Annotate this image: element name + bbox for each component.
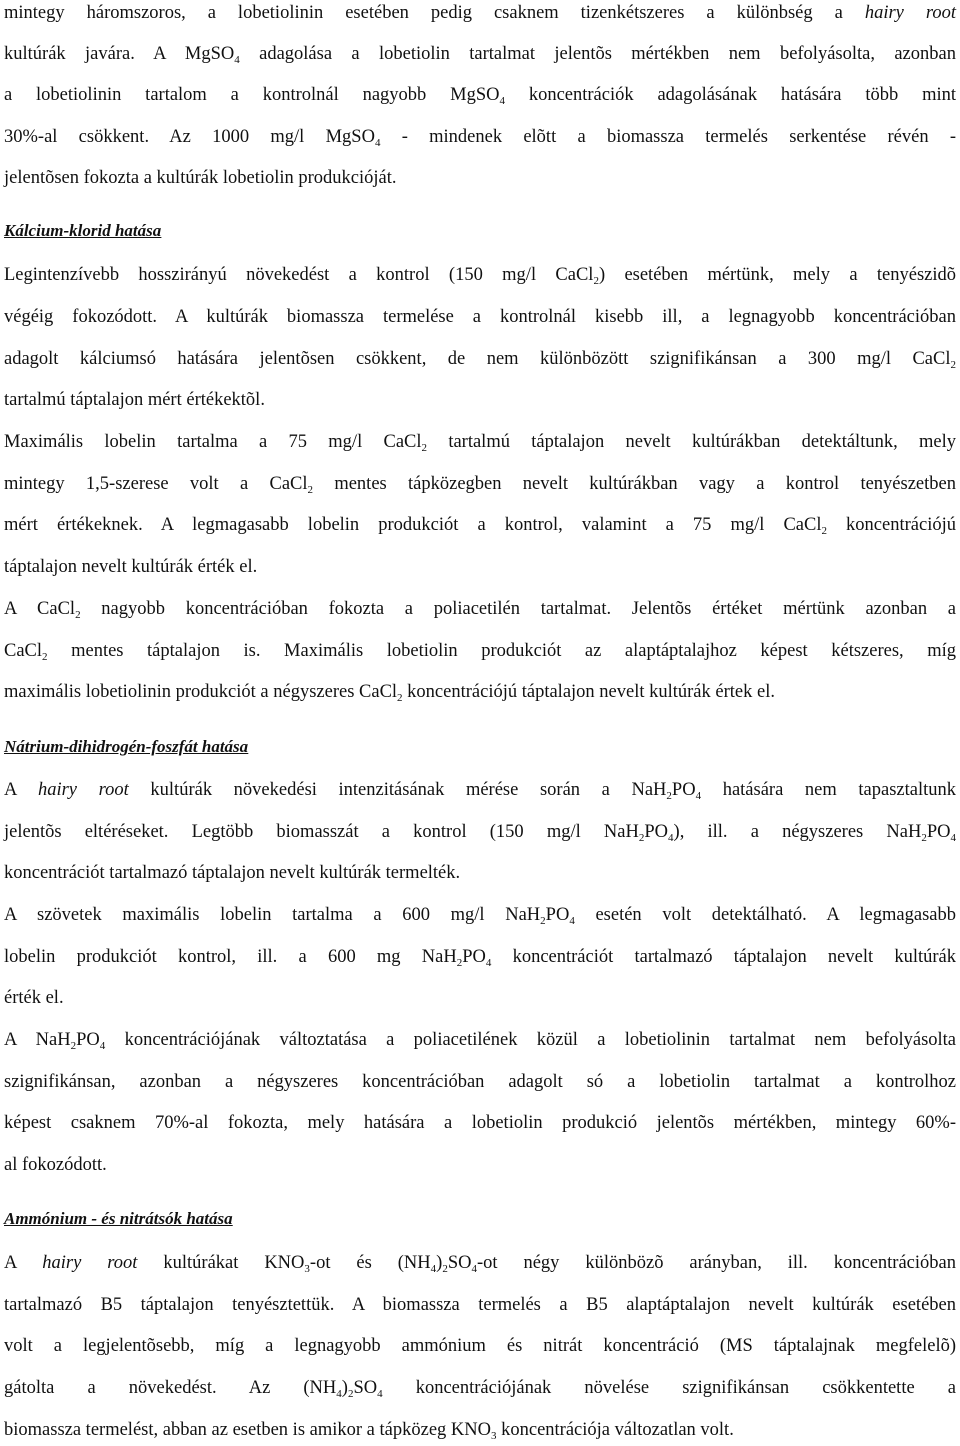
subscript: 2 [593,275,599,287]
text-run: Kálcium-klorid hatása [4,221,162,240]
text-run: A szövetek maximális lobelin tartalma a 600 mg/l NaH [4,905,541,925]
text-line [4,1419,956,1441]
text-run: volt a legjelentõsebb, míg a legnagyobb ammónium és nitrát koncentráció (MS táptalajnak megfelelõ) [4,1336,956,1356]
text-run: SO [353,1378,378,1398]
text-run: Ammónium - és nitrátsók hatása [4,1209,233,1228]
text-run: koncentrációjú táptalajon nevelt kultúrák értek el. [402,682,775,702]
subscript: 4 [950,832,956,844]
text-line [4,306,956,328]
text-run: jelentõs eltéréseket. Legtöbb biomasszát a kontrol (150 mg/l NaH [4,822,639,842]
heading-text [4,1209,233,1228]
text-line [4,126,956,148]
italic-text: hairy root [864,3,956,23]
text-run: nagyobb koncentrációban fokozta a poliacetilén tartalmat. Jelentõs értéket mértünk azonban a [80,599,956,619]
text-run: koncentrációjának változtatása a poliacetilének közül a lobetiolinin tartalmat nem befolyásolta [105,1030,957,1050]
text-run: Maximális lobelin tartalma a 75 mg/l CaCl [4,432,422,452]
text-run: adagolása a lobetiolin tartalmat jelentõs mértékben nem befolyásolta, azonban [239,44,956,64]
text-run: koncentrációt tartalmazó táptalajon nevelt kultúrák [491,947,956,967]
text-line [4,1029,956,1051]
heading-text [4,737,248,756]
subscript: 2 [456,957,463,969]
subscript: 4 [485,957,492,969]
text-run: maximális lobetiolinin produkciót a négyszeres CaCl [4,682,398,702]
subscript: 2 [950,359,956,371]
text-line [4,2,956,24]
subscript: 3 [491,1430,497,1442]
section-heading [4,736,956,758]
text-line [4,431,956,453]
text-run: koncentrációja változatlan volt. [496,1420,734,1440]
text-run: mintegy háromszoros, a lobetiolinin esetében pedig csaknem tizenkétszeres a különbség a [4,3,865,23]
text-line [4,167,956,189]
text-run: PO [462,947,486,967]
text-run: PO [671,780,696,800]
text-line [4,904,956,926]
text-run: A CaCl [4,599,76,619]
text-line [4,1377,956,1399]
subscript: 4 [374,137,381,149]
text-run: képest csaknem 70%-al fokozta, mely hatására a lobetiolin produkció jelentõs mértékben, mintegy 60%- [4,1113,956,1133]
text-run: mintegy 1,5-szerese volt a CaCl [4,474,308,494]
text-line [4,946,956,968]
text-line [4,779,956,801]
text-run: SO [447,1253,472,1273]
text-line [4,1294,956,1316]
subscript: 2 [540,915,546,927]
text-line [4,514,956,536]
subscript: 2 [821,525,827,537]
text-line [4,264,956,286]
subscript: 2 [307,484,314,496]
text-line [4,598,956,620]
subscript: 4 [471,1263,477,1275]
text-run: al fokozódott. [4,1155,107,1175]
subscript: 2 [347,1388,354,1400]
text-run: -ot négy különbözõ arányban, ill. koncentrációban [476,1253,956,1273]
heading-text [4,221,161,240]
text-run: A NaH [4,1030,71,1050]
subscript: 2 [921,832,927,844]
subscript: 2 [666,790,672,802]
text-line [4,821,956,843]
subscript: 4 [569,915,575,927]
text-line [4,640,956,662]
text-run: hatására nem tapasztaltunk [701,780,956,800]
text-run: Legintenzívebb hosszirányú növekedést a kontrol (150 mg/l CaCl [4,265,594,285]
text-run: jelentõsen fokozta a kultúrák lobetiolin produkcióját. [4,168,397,188]
text-line [4,473,956,495]
text-run: adagolt kálciumsó hatására jelentõsen csökkent, de nem különbözött szignifikánsan a 300 mg/l CaCl [4,349,951,369]
subscript: 4 [234,54,240,66]
text-run: tartalmazó B5 táptalajon tenyésztettük. A biomassza termelés a B5 alaptáptalajon nevelt kultúrák esetében [4,1295,956,1315]
text-run: gátolta a növekedést. Az (NH [4,1378,337,1398]
subscript: 2 [421,442,428,454]
text-run: 30%-al csökkent. Az 1000 mg/l MgSO [4,127,375,147]
text-line [4,43,956,65]
subscript: 4 [336,1388,342,1400]
text-run: ) esetében mértünk, mely a tenyészidõ [598,265,957,285]
text-run: koncentrációk adagolásának hatására több mint [504,85,956,105]
subscript: 4 [695,790,702,802]
subscript: 3 [304,1263,310,1275]
text-line [4,1252,956,1274]
section-heading [4,220,956,242]
text-line [4,1112,956,1134]
subscript: 4 [377,1388,383,1400]
text-run: esetén volt detektálható. A legmagasabb [574,905,956,925]
text-line [4,1071,956,1093]
text-run: ) [436,1253,443,1273]
text-run: érték el. [4,988,64,1008]
text-run: PO [644,822,669,842]
text-run: kultúrákat KNO [137,1253,305,1273]
text-run: - mindenek elõtt a biomassza termelés serkentése révén - [380,127,956,147]
text-line [4,1154,956,1176]
text-run: tartalmú táptalajon mért értékektõl. [4,390,265,410]
text-run: kultúrák javára. A MgSO [4,44,235,64]
text-run: -ot és (NH [309,1253,431,1273]
text-line [4,84,956,106]
subscript: 2 [70,1040,77,1052]
subscript: 4 [99,1040,106,1052]
section-heading [4,1208,956,1230]
text-run: tartalmú táptalajon nevelt kultúrákban detektáltunk, mely [427,432,956,452]
text-run: koncentrációt tartalmazó táptalajon nevelt kultúrák termelték. [4,863,461,883]
subscript: 2 [42,651,48,663]
text-run: a lobetiolinin tartalom a kontrolnál nagyobb MgSO [4,85,500,105]
subscript: 4 [668,832,674,844]
text-line [4,681,956,703]
subscript: 4 [499,95,505,107]
text-run: kultúrák növekedési intenzitásának mérése során a NaH [128,780,667,800]
italic-text: hairy root [37,780,129,800]
text-run: mentes táptalajon is. Maximális lobetiolin produkciót az alaptáptalajhoz képest kétszeres, míg [47,641,956,661]
text-run: mért értékeknek. A legmagasabb lobelin produkciót a kontrol, valamint a 75 mg/l CaCl [4,515,822,535]
text-run: PO [76,1030,100,1050]
text-run: végéig fokozódott. A kultúrák biomassza termelése a kontrolnál kisebb ill, a legnagyobb koncentrációban [4,307,956,327]
subscript: 2 [397,692,403,704]
text-line [4,987,956,1009]
text-run: CaCl [4,641,43,661]
subscript: 2 [442,1263,448,1275]
text-line [4,389,956,411]
text-line [4,556,956,578]
text-run: A [4,780,38,800]
text-run: PO [545,905,570,925]
subscript: 2 [638,832,645,844]
text-run: PO [926,822,951,842]
subscript: 2 [75,609,81,621]
italic-text: hairy root [42,1253,138,1273]
text-run: ), ill. a négyszeres NaH [673,822,922,842]
subscript: 4 [430,1263,437,1275]
text-run: A [4,1253,43,1273]
text-line [4,1335,956,1357]
text-line [4,862,956,884]
text-run: táptalajon nevelt kultúrák érték el. [4,557,258,577]
text-run: koncentrációjának növelése szignifikánsan csökkentette a [382,1378,956,1398]
text-run: biomassza termelést, abban az esetben is amikor a tápközeg KNO [4,1420,491,1440]
text-run: szignifikánsan, azonban a négyszeres koncentrációban adagolt só a lobetiolin tartalmat a kontrolhoz [4,1072,956,1092]
text-run: ) [341,1378,348,1398]
text-run: lobelin produkciót kontrol, ill. a 600 mg NaH [4,947,457,967]
text-run: koncentrációjú [827,515,956,535]
text-run: mentes tápközegben nevelt kultúrákban vagy a kontrol tenyészetben [313,474,956,494]
text-line [4,348,956,370]
text-run: Nátrium-dihidrogén-foszfát hatása [4,737,249,756]
